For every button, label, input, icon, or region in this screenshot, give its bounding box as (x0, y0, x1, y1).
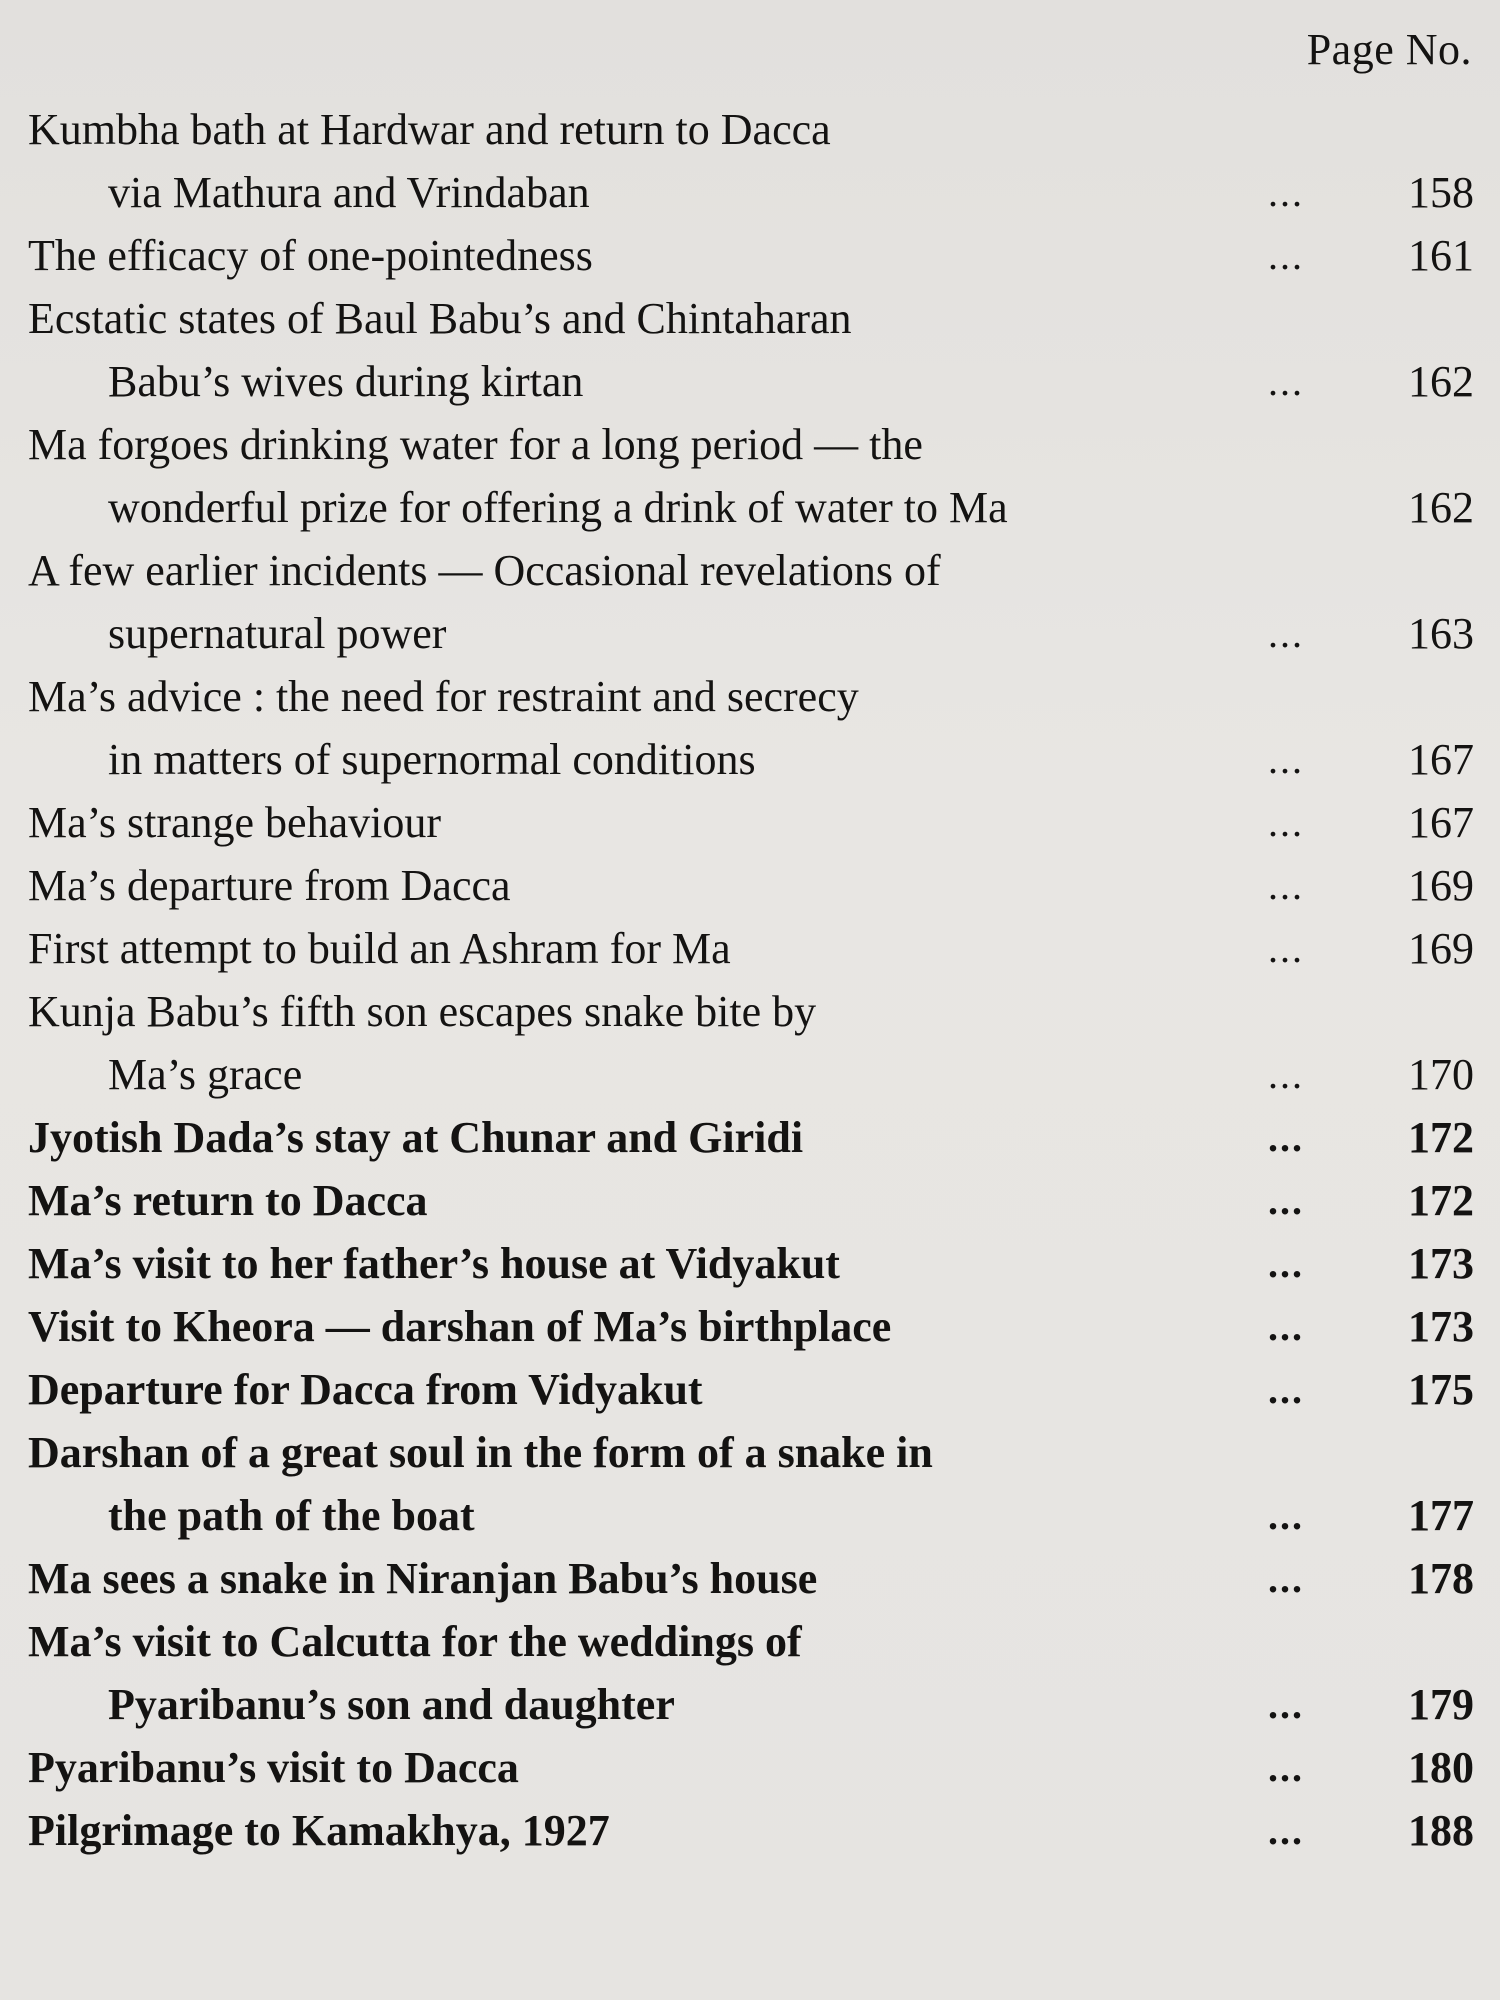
toc-entry-text: Ma’s visit to Calcutta for the weddings of (28, 1617, 802, 1666)
toc-entry-text: Pilgrimage to Kamakhya, 1927 (28, 1806, 610, 1855)
dot-leader: ... (1268, 1808, 1304, 1853)
toc-entry (28, 287, 1474, 413)
toc-entry-text: wonderful prize for offering a drink of water to Ma (108, 483, 1008, 532)
toc-entry-line (28, 791, 1474, 854)
toc-page-number: 188 (1408, 1806, 1474, 1855)
toc-entry-line (28, 476, 1474, 539)
toc-page-number: 175 (1408, 1365, 1474, 1414)
toc-entry (28, 224, 1474, 287)
toc-entry-text: Pyaribanu’s visit to Dacca (28, 1743, 519, 1792)
dot-leader: ... (1268, 1682, 1304, 1727)
toc-entry (28, 539, 1474, 665)
toc-page-number: 158 (1408, 168, 1474, 217)
toc-entry-text: Pyaribanu’s son and daughter (108, 1680, 675, 1729)
toc-entry-text: Ma’s departure from Dacca (28, 861, 511, 910)
toc-entry (28, 1358, 1474, 1421)
toc-entry (28, 791, 1474, 854)
table-of-contents (28, 98, 1474, 1862)
toc-entry-line (28, 539, 1474, 602)
toc-entry-text: A few earlier incidents — Occasional revelations of (28, 546, 941, 595)
toc-entry (28, 1295, 1474, 1358)
toc-page-number: 163 (1408, 609, 1474, 658)
toc-entry (28, 854, 1474, 917)
dot-leader: ... (1268, 359, 1304, 404)
toc-entry-text: Departure for Dacca from Vidyakut (28, 1365, 703, 1414)
toc-entry-line (28, 1484, 1474, 1547)
toc-entry-text: Kumbha bath at Hardwar and return to Dacca (28, 105, 831, 154)
toc-entry-text: Ecstatic states of Baul Babu’s and Chintaharan (28, 294, 852, 343)
toc-page-number: 178 (1408, 1554, 1474, 1603)
toc-entry (28, 1106, 1474, 1169)
toc-page-number: 172 (1408, 1113, 1474, 1162)
toc-page-number: 170 (1408, 1050, 1474, 1099)
toc-entry-text: the path of the boat (108, 1491, 475, 1540)
dot-leader: ... (1268, 611, 1304, 656)
toc-page-number: 167 (1408, 798, 1474, 847)
toc-entry-line (28, 224, 1474, 287)
toc-entry (28, 917, 1474, 980)
toc-entry-line (28, 1421, 1474, 1484)
toc-entry (28, 1232, 1474, 1295)
toc-entry-line (28, 161, 1474, 224)
dot-leader: ... (1268, 1115, 1304, 1160)
toc-entry-text: The efficacy of one-pointedness (28, 231, 593, 280)
toc-entry-text: Ma forgoes drinking water for a long period — the (28, 420, 923, 469)
toc-entry-line (28, 665, 1474, 728)
dot-leader: ... (1268, 1304, 1304, 1349)
toc-entry (28, 1421, 1474, 1547)
toc-entry (28, 1610, 1474, 1736)
toc-page-number: 177 (1408, 1491, 1474, 1540)
toc-entry-line (28, 1232, 1474, 1295)
toc-entry (28, 1547, 1474, 1610)
dot-leader: ... (1268, 863, 1304, 908)
toc-entry-text: First attempt to build an Ashram for Ma (28, 924, 731, 973)
toc-page-number: 167 (1408, 735, 1474, 784)
dot-leader: ... (1268, 737, 1304, 782)
toc-entry-line (28, 917, 1474, 980)
toc-page-number: 169 (1408, 924, 1474, 973)
toc-entry-line (28, 1799, 1474, 1862)
toc-entry-text: Babu’s wives during kirtan (108, 357, 584, 406)
toc-page-number: 169 (1408, 861, 1474, 910)
dot-leader: ... (1268, 926, 1304, 971)
toc-entry-text: Ma’s grace (108, 1050, 303, 1099)
toc-entry-line (28, 1295, 1474, 1358)
toc-entry-line (28, 350, 1474, 413)
toc-entry-line (28, 1673, 1474, 1736)
toc-page-number: 172 (1408, 1176, 1474, 1225)
toc-entry-text: Ma sees a snake in Niranjan Babu’s house (28, 1554, 818, 1603)
dot-leader: ... (1268, 1052, 1304, 1097)
toc-entry-text: supernatural power (108, 609, 447, 658)
toc-entry-text: Ma’s strange behaviour (28, 798, 441, 847)
toc-entry (28, 413, 1474, 539)
toc-entry-line (28, 1043, 1474, 1106)
toc-entry (28, 1169, 1474, 1232)
toc-entry-text: via Mathura and Vrindaban (108, 168, 590, 217)
toc-entry-line (28, 413, 1474, 476)
dot-leader: ... (1268, 1556, 1304, 1601)
dot-leader: ... (1268, 170, 1304, 215)
toc-entry-text: Ma’s visit to her father’s house at Vidyakut (28, 1239, 840, 1288)
toc-page-number: 173 (1408, 1239, 1474, 1288)
toc-entry-text: Ma’s advice : the need for restraint and secrecy (28, 672, 859, 721)
toc-entry-line (28, 854, 1474, 917)
dot-leader: ... (1268, 800, 1304, 845)
toc-entry-text: Visit to Kheora — darshan of Ma’s birthplace (28, 1302, 892, 1351)
toc-page-number: 162 (1408, 483, 1474, 532)
dot-leader: ... (1268, 1178, 1304, 1223)
dot-leader: ... (1268, 1241, 1304, 1286)
toc-entry-line (28, 287, 1474, 350)
toc-entry (28, 98, 1474, 224)
toc-page-number: 173 (1408, 1302, 1474, 1351)
toc-entry-line (28, 728, 1474, 791)
toc-entry-text: Ma’s return to Dacca (28, 1176, 428, 1225)
toc-entry-line (28, 1358, 1474, 1421)
toc-entry-text: Darshan of a great soul in the form of a snake in (28, 1428, 933, 1477)
toc-entry (28, 1799, 1474, 1862)
dot-leader: ... (1268, 233, 1304, 278)
toc-entry (28, 1736, 1474, 1799)
toc-entry (28, 665, 1474, 791)
dot-leader: ... (1268, 1367, 1304, 1412)
dot-leader: ... (1268, 1493, 1304, 1538)
toc-entry-line (28, 98, 1474, 161)
toc-entry-line (28, 980, 1474, 1043)
toc-entry-line (28, 1106, 1474, 1169)
toc-entry-line (28, 1736, 1474, 1799)
toc-page-number: 179 (1408, 1680, 1474, 1729)
toc-entry-line (28, 1169, 1474, 1232)
dot-leader: ... (1268, 1745, 1304, 1790)
toc-entry-line (28, 1547, 1474, 1610)
toc-entry-text: in matters of supernormal conditions (108, 735, 756, 784)
toc-entry-line (28, 602, 1474, 665)
toc-page-number: 162 (1408, 357, 1474, 406)
toc-entry-text: Jyotish Dada’s stay at Chunar and Giridi (28, 1113, 804, 1162)
toc-page-number: 180 (1408, 1743, 1474, 1792)
toc-entry-line (28, 1610, 1474, 1673)
toc-entry-text: Kunja Babu’s fifth son escapes snake bite by (28, 987, 817, 1036)
toc-entry (28, 980, 1474, 1106)
page-no-heading: Page No. (1306, 25, 1472, 74)
toc-page-number: 161 (1408, 231, 1474, 280)
